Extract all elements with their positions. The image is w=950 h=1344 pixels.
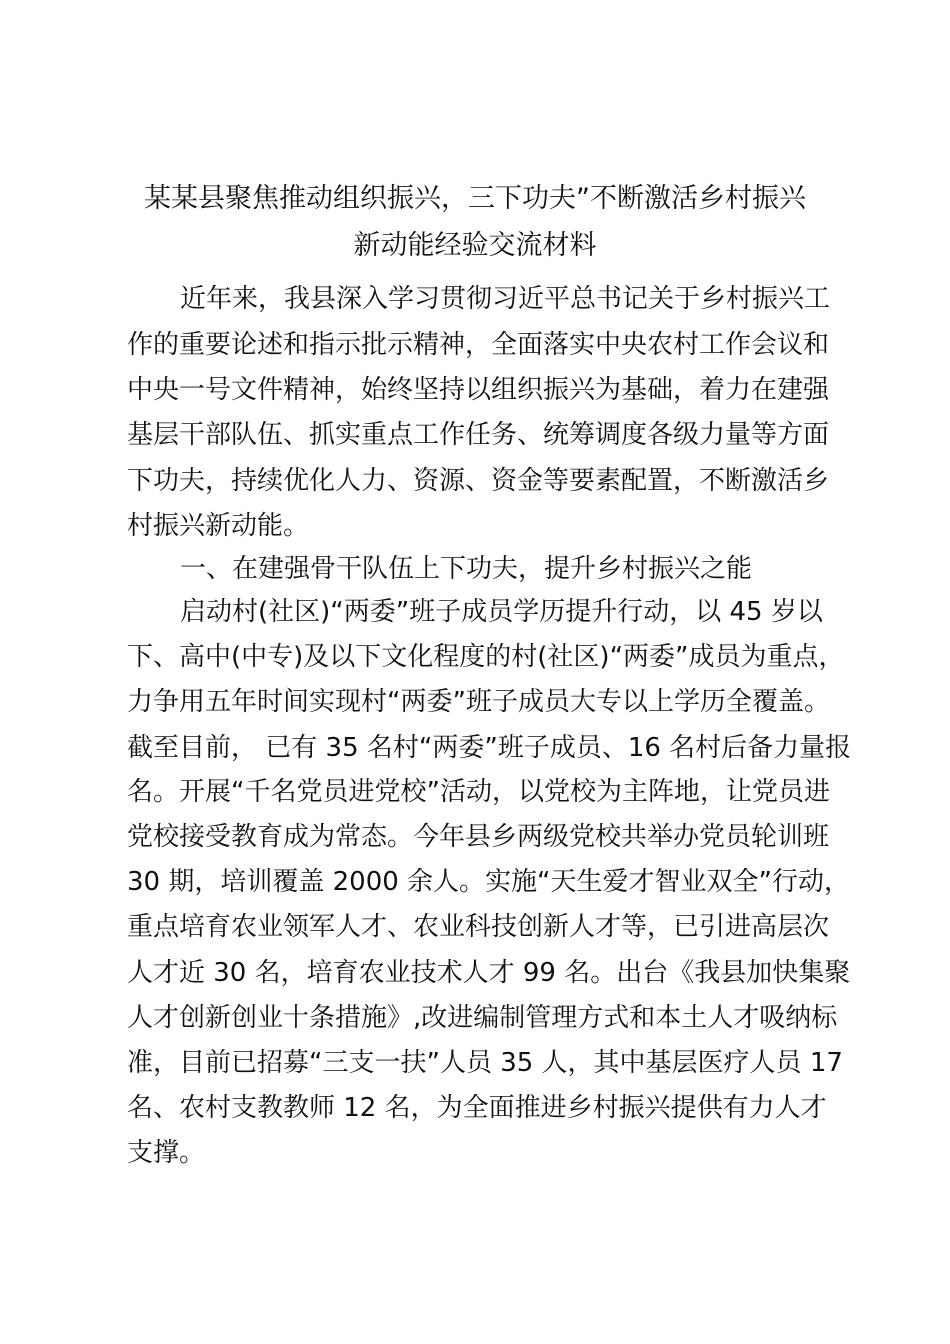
section-line-4: 截至目前， 已有 35 名村“两委”班子成员、16 名村后备力量报	[127, 733, 852, 763]
document-title-line-2: 新动能经验交流材料	[353, 230, 597, 261]
document-title-line-1: 某某县聚焦推动组织振兴，三下功夫”不断激活乡村振兴	[144, 183, 806, 214]
section-line-5: 名。开展“千名党员进党校”活动，以党校为主阵地，让党员进	[127, 777, 830, 807]
section-line-3: 力争用五年时间实现村“两委”班子成员大专以上学历全覆盖。	[127, 687, 830, 717]
intro-line-1: 近年来，我县深入学习贯彻习近平总书记关于乡村振兴工	[180, 284, 831, 314]
intro-line-4: 基层干部队伍、抓实重点工作任务、统筹调度各级力量等方面	[127, 420, 830, 450]
section-line-6: 党校接受教育成为常态。今年县乡两级党校共举办党员轮训班	[127, 822, 830, 852]
section-line-12: 名、农村支教教师 12 名，为全面推进乡村振兴提供有力人才	[127, 1093, 827, 1123]
section-line-8: 重点培育农业领军人才、农业科技创新人才等，已引进高层次	[127, 912, 830, 942]
intro-line-2: 作的重要论述和指示批示精神，全面落实中央农村工作会议和	[127, 330, 830, 360]
section-line-13: 支撑。	[127, 1138, 206, 1168]
intro-line-6: 村振兴新动能。	[127, 511, 310, 541]
intro-line-3: 中央一号文件精神，始终坚持以组织振兴为基础，着力在建强	[127, 375, 830, 405]
section-line-1: 启动村(社区)“两委”班子成员学历提升行动，以 45 岁以	[180, 597, 823, 627]
intro-line-5: 下功夫，持续优化人力、资源、资金等要素配置，不断激活乡	[127, 466, 830, 496]
section-heading: 一、在建强骨干队伍上下功夫，提升乡村振兴之能	[180, 554, 753, 584]
section-line-9: 人才近 30 名，培育农业技术人才 99 名。出台《我县加快集聚	[127, 958, 851, 988]
section-line-11: 准，目前已招募“三支一扶”人员 35 人，其中基层医疗人员 17	[127, 1048, 843, 1078]
section-line-10: 人才创新创业十条措施》,改进编制管理方式和本土人才吸纳标	[127, 1003, 838, 1033]
section-line-7: 30 期，培训覆盖 2000 余人。实施“天生爱才智业双全”行动，	[127, 867, 850, 897]
section-line-2: 下、高中(中专)及以下文化程度的村(社区)“两委”成员为重点，	[127, 642, 845, 672]
